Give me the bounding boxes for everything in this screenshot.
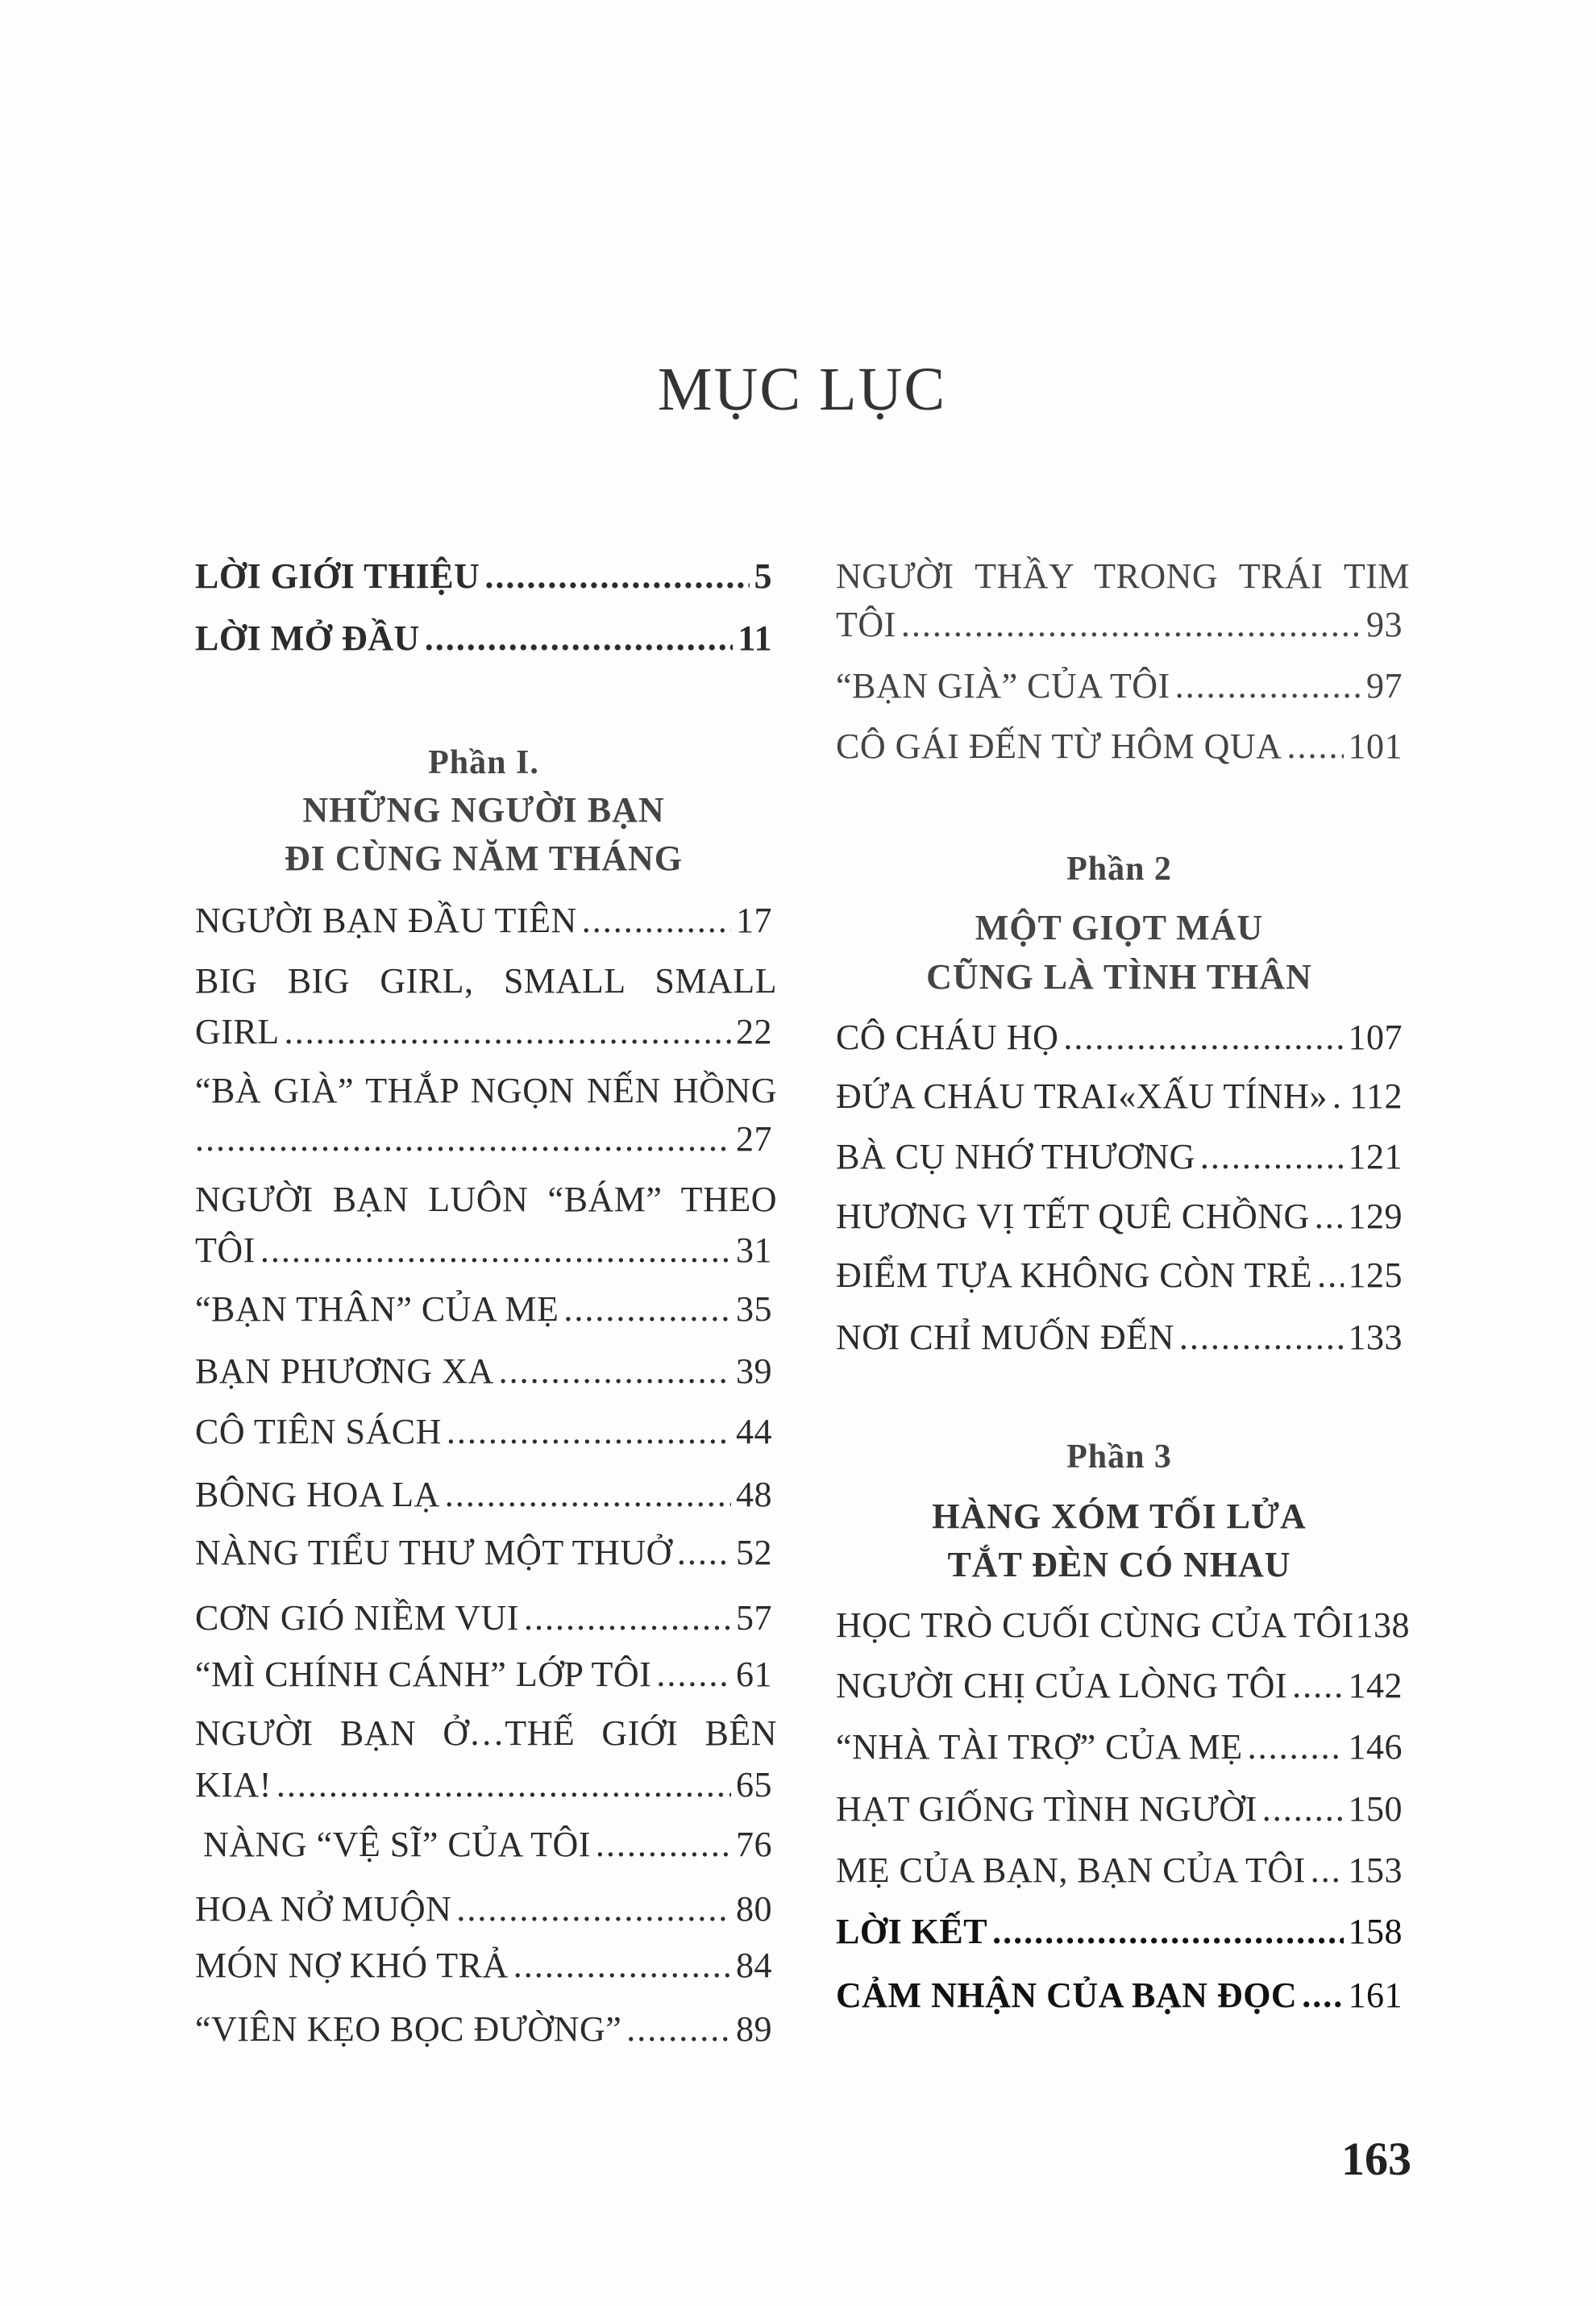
toc-entry[interactable]	[195, 1228, 772, 1273]
toc-entry[interactable]	[836, 664, 1403, 709]
part-heading: MỘT GIỌT MÁU	[975, 908, 1264, 947]
dot-leader	[992, 1909, 1343, 1954]
entry-page: 146	[1348, 1727, 1403, 1767]
dot-leader	[582, 898, 731, 943]
toc-entry[interactable]	[836, 1194, 1403, 1239]
entry-page: 5	[754, 556, 772, 596]
entry-page: 158	[1348, 1912, 1403, 1951]
dot-leader	[1063, 1015, 1343, 1060]
toc-entry[interactable]	[836, 1074, 1403, 1119]
toc-entry[interactable]	[836, 1725, 1403, 1770]
entry-page: 27	[736, 1119, 772, 1159]
entry-title: “BẠN GIÀ” CỦA TÔI	[836, 666, 1170, 706]
toc-entry-line[interactable]	[836, 554, 1410, 599]
dot-leader	[425, 616, 734, 661]
toc-entry-line[interactable]	[195, 1711, 777, 1756]
entry-title-line: BIG BIG GIRL, SMALL SMALL	[195, 961, 777, 1001]
entry-title: ĐỨA CHÁU TRAI«XẤU TÍNH»	[836, 1076, 1328, 1116]
entry-page: 76	[736, 1825, 772, 1864]
entry-title: CƠN GIÓ NIỀM VUI	[195, 1598, 519, 1638]
toc-entry[interactable]	[836, 1663, 1403, 1709]
entry-title: BÔNG HOA LẠ	[195, 1475, 440, 1514]
toc-entry[interactable]	[836, 1603, 1410, 1648]
dot-leader	[626, 2007, 731, 2052]
dot-leader	[276, 1763, 731, 1808]
toc-entry[interactable]	[836, 1134, 1403, 1180]
entry-page: 153	[1348, 1850, 1403, 1890]
entry-title: NÀNG “VỆ SĨ” CỦA TÔI	[203, 1825, 591, 1864]
dot-leader	[1311, 1848, 1344, 1893]
dot-leader	[484, 554, 749, 599]
entry-title: CẢM NHẬN CỦA BẠN ĐỌC	[836, 1975, 1298, 2015]
entry-page: 142	[1348, 1666, 1403, 1705]
entry-title: CÔ TIÊN SÁCH	[195, 1412, 442, 1451]
entry-title: HỌC TRÒ CUỐI CÙNG CỦA TÔI	[836, 1605, 1354, 1645]
dot-leader	[677, 1530, 731, 1575]
entry-page: 48	[736, 1475, 772, 1514]
dot-leader	[1286, 724, 1343, 769]
entry-title: NGƯỜI CHỊ CỦA LÒNG TÔI	[836, 1666, 1288, 1705]
entry-page: 39	[736, 1351, 772, 1391]
dot-leader	[1317, 1253, 1343, 1298]
page-title: MỤC LỤC	[657, 356, 947, 423]
toc-entry[interactable]	[836, 1848, 1403, 1893]
part-heading: NHỮNG NGƯỜI BẠN	[302, 790, 665, 830]
dot-leader	[1248, 1725, 1344, 1770]
toc-entry[interactable]	[836, 1909, 1403, 1954]
dot-leader	[285, 1009, 731, 1055]
entry-title: BẠN PHƯƠNG XA	[195, 1351, 494, 1391]
entry-title: NƠI CHỈ MUỐN ĐẾN	[836, 1317, 1174, 1357]
entry-page: 129	[1348, 1197, 1403, 1236]
toc-entry[interactable]	[195, 1943, 772, 1988]
entry-page: 107	[1348, 1018, 1403, 1057]
entry-page: 125	[1348, 1255, 1403, 1295]
toc-entry[interactable]	[195, 1652, 772, 1697]
dot-leader	[901, 602, 1361, 647]
entry-page: 80	[736, 1889, 772, 1929]
entry-page: 161	[1348, 1975, 1403, 2015]
entry-title: “NHÀ TÀI TRỢ” CỦA MẸ	[836, 1727, 1243, 1767]
dot-leader	[260, 1228, 731, 1273]
toc-entry[interactable]	[836, 1315, 1403, 1360]
entry-title: MẸ CỦA BẠN, BẠN CỦA TÔI	[836, 1850, 1306, 1890]
entry-title-line: NGƯỜI BẠN Ở…THẾ GIỚI BÊN	[195, 1713, 777, 1753]
toc-entry[interactable]	[195, 1287, 772, 1332]
toc-entry[interactable]	[195, 554, 772, 599]
dot-leader	[445, 1472, 731, 1517]
toc-entry[interactable]	[195, 1409, 772, 1455]
entry-page: 22	[736, 1012, 772, 1051]
entry-title: BÀ CỤ NHỚ THƯƠNG	[836, 1137, 1195, 1176]
toc-entry[interactable]	[195, 616, 772, 661]
entry-title: LỜI MỞ ĐẦU	[195, 618, 420, 658]
dot-leader	[596, 1822, 731, 1867]
entry-page: 44	[736, 1412, 772, 1451]
entry-page: 89	[736, 2009, 772, 2049]
entry-title-line: “BÀ GIÀ” THẮP NGỌN NẾN HỒNG	[195, 1071, 777, 1110]
entry-page: 11	[738, 618, 772, 658]
entry-title: “BẠN THÂN” CỦA MẸ	[195, 1289, 559, 1329]
toc-entry[interactable]	[195, 1117, 772, 1162]
dot-leader	[656, 1652, 731, 1697]
entry-page: 31	[736, 1230, 772, 1270]
dot-leader	[1200, 1134, 1344, 1180]
entry-title-line: GIRL	[195, 1012, 280, 1051]
dot-leader	[513, 1943, 731, 1988]
toc-entry[interactable]	[836, 1253, 1403, 1298]
entry-page: 97	[1366, 666, 1403, 706]
entry-page: 65	[736, 1765, 772, 1804]
entry-title: “MÌ CHÍNH CÁNH” LỚP TÔI	[195, 1655, 652, 1694]
entry-title: HƯƠNG VỊ TẾT QUÊ CHỒNG	[836, 1197, 1310, 1236]
entry-title: CÔ CHÁU HỌ	[836, 1018, 1059, 1057]
entry-title: LỜI GIỚI THIỆU	[195, 556, 480, 596]
dot-leader	[456, 1887, 731, 1932]
part-heading: HÀNG XÓM TỐI LỬA	[932, 1496, 1307, 1536]
toc-entry[interactable]	[836, 1015, 1403, 1060]
entry-title-line: TÔI	[836, 605, 896, 644]
entry-page: 35	[736, 1289, 772, 1329]
entry-title-line: NGƯỜI BẠN LUÔN “BÁM” THEO	[195, 1180, 777, 1219]
entry-page: 150	[1348, 1789, 1403, 1829]
toc-entry[interactable]	[195, 1530, 772, 1575]
part-heading: TẮT ĐÈN CÓ NHAU	[947, 1545, 1291, 1584]
toc-entry[interactable]	[195, 1763, 772, 1808]
entry-page: 17	[736, 901, 772, 940]
dot-leader	[1179, 1315, 1344, 1360]
entry-title-line: NGƯỜI THẦY TRONG TRÁI TIM	[836, 556, 1410, 596]
toc-entry-line[interactable]	[195, 1177, 777, 1222]
toc-entry[interactable]	[836, 724, 1403, 769]
entry-title: “VIÊN KẸO BỌC ĐƯỜNG”	[195, 2009, 622, 2049]
entry-page: 52	[736, 1533, 772, 1572]
entry-title: NÀNG TIỂU THƯ MỘT THUỞ	[195, 1533, 672, 1572]
entry-page: 133	[1348, 1317, 1403, 1357]
entry-title: LỜI KẾT	[836, 1912, 988, 1951]
part-heading: CŨNG LÀ TÌNH THÂN	[926, 957, 1312, 997]
toc-entry[interactable]	[195, 1009, 772, 1055]
dot-leader	[1302, 1973, 1343, 2018]
entry-title: NGƯỜI BẠN ĐẦU TIÊN	[195, 901, 577, 940]
dot-leader	[563, 1287, 731, 1332]
entry-title: MÓN NỢ KHÓ TRẢ	[195, 1946, 509, 1985]
dot-leader	[195, 1117, 731, 1162]
toc-entry[interactable]	[195, 1596, 772, 1641]
entry-title: ĐIỂM TỰA KHÔNG CÒN TRẺ	[836, 1255, 1313, 1295]
dot-leader	[1262, 1787, 1344, 1832]
part-label: Phần 3	[1066, 1438, 1172, 1476]
entry-page: 93	[1366, 605, 1403, 644]
toc-entry[interactable]	[836, 1973, 1403, 2018]
entry-title: HẠT GIỐNG TÌNH NGƯỜI	[836, 1789, 1257, 1829]
dot-leader	[499, 1349, 731, 1394]
dot-leader	[1292, 1663, 1343, 1709]
entry-page: 84	[736, 1946, 772, 1985]
part-heading: ĐI CÙNG NĂM THÁNG	[284, 839, 684, 878]
toc-entry-line[interactable]	[195, 1068, 777, 1113]
toc-entry[interactable]	[195, 1472, 772, 1517]
toc-entry[interactable]	[195, 2007, 772, 2052]
dot-leader	[524, 1596, 731, 1641]
toc-entry[interactable]	[195, 1349, 772, 1394]
toc-entry[interactable]	[836, 602, 1403, 647]
dot-leader	[1315, 1194, 1344, 1239]
entry-page: 101	[1348, 726, 1403, 766]
toc-entry[interactable]	[836, 1787, 1403, 1832]
page-number: 163	[1341, 2133, 1411, 2185]
toc-entry[interactable]	[195, 1887, 772, 1932]
entry-page: 121	[1348, 1137, 1403, 1176]
part-label: Phần 2	[1066, 851, 1172, 888]
entry-page: 61	[736, 1655, 772, 1694]
toc-entry[interactable]	[195, 898, 772, 943]
part-label: Phần I.	[428, 744, 539, 781]
entry-title-line: TÔI	[195, 1230, 256, 1270]
dot-leader	[1175, 664, 1361, 709]
entry-page: 57	[736, 1598, 772, 1638]
dot-leader	[1332, 1074, 1345, 1119]
entry-title-line: KIA!	[195, 1765, 272, 1804]
entry-page: 112	[1349, 1076, 1403, 1116]
entry-title: HOA NỞ MUỘN	[195, 1889, 452, 1929]
dot-leader	[447, 1409, 731, 1455]
toc-entry-line[interactable]	[195, 959, 777, 1004]
entry-page: 138	[1355, 1605, 1410, 1645]
entry-title: CÔ GÁI ĐẾN TỪ HÔM QUA	[836, 726, 1282, 766]
toc-entry[interactable]	[203, 1822, 772, 1867]
